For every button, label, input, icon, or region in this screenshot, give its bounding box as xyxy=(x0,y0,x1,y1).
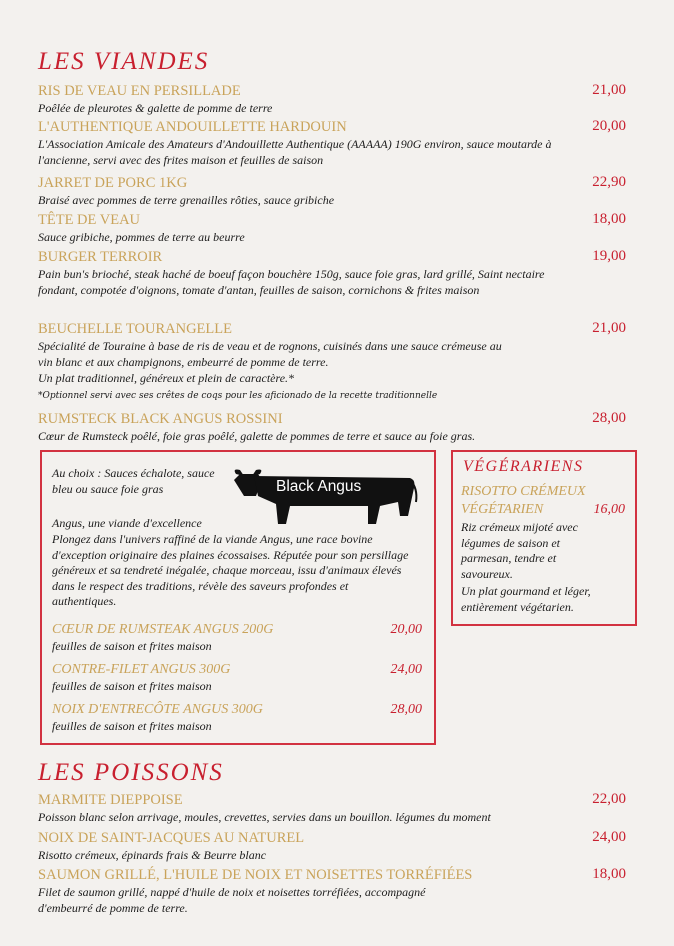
item-name: RUMSTECK BLACK ANGUS ROSSINI xyxy=(38,411,283,427)
item-name: NOIX D'ENTRECÔTE ANGUS 300G xyxy=(52,702,263,717)
veg-item-description: Riz crémeux mijoté avec légumes de saison et parmesan, tendre et savoureux. xyxy=(461,520,578,581)
black-angus-label: Black Angus xyxy=(276,478,362,495)
item-price: 19,00 xyxy=(592,248,626,264)
section-title-viandes: LES VIANDES xyxy=(38,48,210,75)
item-description: L'Association Amicale des Amateurs d'Andouillette Authentique (AAAAA) 190G environ, sauce moutarde à l'ancienne, servi avec des frites maison et feuilles de saison xyxy=(38,137,552,167)
item-description: Cœur de Rumsteck poêlé, foie gras poêlé, galette de pommes de terre et sauce au foie gras. xyxy=(38,429,476,443)
section-title-poissons: LES POISSONS xyxy=(38,759,224,786)
item-price: 22,90 xyxy=(592,174,626,190)
item-price: 28,00 xyxy=(592,410,626,426)
menu-item xyxy=(38,791,626,825)
item-price: 24,00 xyxy=(592,829,626,845)
item-description: Risotto crémeux, épinards frais & Beurre blanc xyxy=(38,848,267,862)
angus-description: Plongez dans l'univers raffiné de la viande Angus, une race bovine d'exception originaire des plaines écossaises. Réputée pour son persillage généreux et sa tendreté inégalée, chaque morceau, issu d'animaux élevés dans le respect des traditions, révèle des saveurs profondes et authentiques. xyxy=(52,532,409,608)
item-name: L'AUTHENTIQUE ANDOUILLETTE HARDOUIN xyxy=(38,119,347,135)
item-name: MARMITE DIEPPOISE xyxy=(38,792,183,808)
item-description: Sauce gribiche, pommes de terre au beurre xyxy=(38,230,245,244)
veg-item-name-line2: VÉGÉTARIEN xyxy=(461,502,544,517)
menu-item xyxy=(38,82,626,116)
item-name: JARRET DE PORC 1KG xyxy=(38,175,188,191)
item-price: 18,00 xyxy=(592,211,626,227)
item-description: Filet de saumon grillé, nappé d'huile de noix et noisettes torréfiées, accompagné d'embeurré de pomme de terre. xyxy=(38,885,426,915)
item-price: 21,00 xyxy=(592,320,626,336)
menu-item xyxy=(38,320,626,402)
item-price: 21,00 xyxy=(592,82,626,98)
item-footnote: *Optionnel servi avec ses crêtes de coqs pour les aficionado de la recette traditionnelle xyxy=(38,391,438,401)
item-price: 24,00 xyxy=(390,662,422,677)
veg-item-description-extra: Un plat gourmand et léger, entièrement végétarien. xyxy=(461,584,591,614)
item-description: Poisson blanc selon arrivage, moules, crevettes, servies dans un bouillon. légumes du moment xyxy=(38,810,491,824)
item-description: feuilles de saison et frites maison xyxy=(52,639,212,653)
item-price: 20,00 xyxy=(390,622,422,637)
section-title-vegetariens: VÉGÉRARIENS xyxy=(463,458,584,475)
item-price: 28,00 xyxy=(390,702,422,717)
item-description: Poêlée de pleurotes & galette de pomme de terre xyxy=(38,101,273,115)
item-description: feuilles de saison et frites maison xyxy=(52,719,212,733)
item-description: Braisé avec pommes de terre grenailles rôties, sauce gribiche xyxy=(38,193,335,207)
menu-item xyxy=(38,866,626,916)
item-description: Pain bun's brioché, steak haché de boeuf façon bouchère 150g, sauce foie gras, lard grillé, Saint nectaire fondant, compotée d'oignons, tomate d'antan, feuilles de saison, cornichons & frites maison xyxy=(38,267,545,297)
item-description-extra: Un plat traditionnel, généreux et plein de caractère.* xyxy=(38,371,295,385)
item-price: 22,00 xyxy=(592,791,626,807)
item-description: feuilles de saison et frites maison xyxy=(52,679,212,693)
veg-item-price: 16,00 xyxy=(593,502,625,517)
item-name: RIS DE VEAU EN PERSILLADE xyxy=(38,83,241,99)
angus-item xyxy=(52,662,422,694)
vegetarian-box xyxy=(451,450,637,626)
menu-item xyxy=(38,410,626,444)
angus-item xyxy=(52,702,422,734)
item-name: BEUCHELLE TOURANGELLE xyxy=(38,321,232,337)
angus-intro: Angus, une viande d'excellence xyxy=(52,516,202,530)
menu-item xyxy=(38,211,626,245)
item-price: 20,00 xyxy=(592,118,626,134)
angus-box xyxy=(40,450,436,745)
item-name: CŒUR DE RUMSTEAK ANGUS 200G xyxy=(52,622,274,637)
menu-item xyxy=(38,174,626,208)
menu-item xyxy=(38,829,626,863)
menu-item xyxy=(38,248,626,298)
angus-item xyxy=(52,622,422,654)
menu-item xyxy=(38,118,626,168)
veg-item-name: RISOTTO CRÉMEUX xyxy=(461,484,586,499)
item-price: 18,00 xyxy=(592,866,626,882)
item-name: TÊTE DE VEAU xyxy=(38,212,141,228)
item-name: BURGER TERROIR xyxy=(38,249,163,265)
sauce-choice: Au choix : Sauces échalote, sauce bleu ou sauce foie gras xyxy=(52,466,215,496)
item-description: Spécialité de Touraine à base de ris de veau et de rognons, cuisinés dans une sauce crémeuse au vin blanc et aux champignons, embeurré de pomme de terre. xyxy=(38,339,502,369)
item-name: SAUMON GRILLÉ, L'HUILE DE NOIX ET NOISETTES TORRÉFIÉES xyxy=(38,867,473,883)
item-name: CONTRE-FILET ANGUS 300G xyxy=(52,662,231,677)
item-name: NOIX DE SAINT-JACQUES AU NATUREL xyxy=(38,830,305,846)
